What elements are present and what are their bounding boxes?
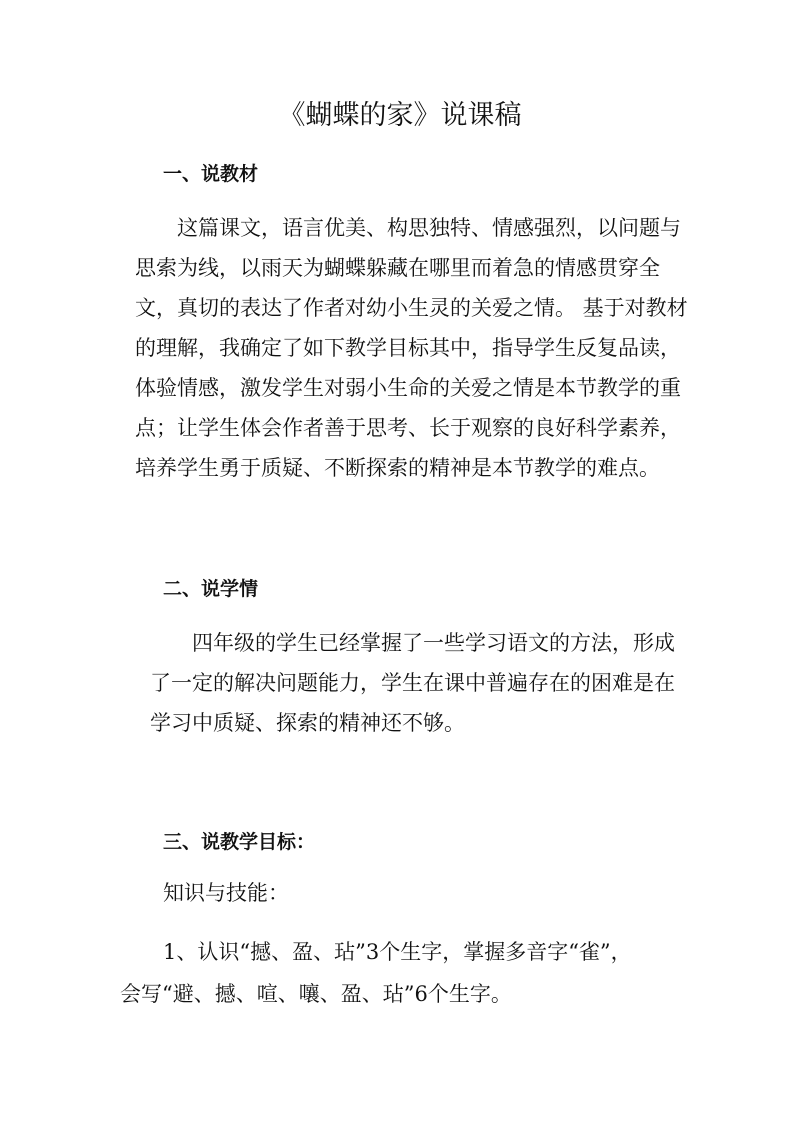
section-paragraph-textbook: 这篇课文，语言优美、构思独特、情感强烈，以问题与思索为线，以雨天为蝴蝶躲藏在哪里而着急的情感贯穿全文，真切的表达了作者对幼小生灵的关爱之情。 基于对教材的理解，我确定了如下教学目标其中，指导学生反复品读，体验情感，激发学生对弱小生命的关爱之情是本节教学的重点；让学生体会作者善于思考、长于观察的良好科学素养，培养学生勇于质疑、不断探索的精神是本节教学的难点。: [135, 216, 688, 480]
section-paragraph-learners: 四年级的学生已经掌握了一些学习语文的方法，形成了一定的解决问题能力，学生在课中普遍存在的困难是在学习中质疑、探索的精神还不够。: [150, 631, 675, 735]
objective-item-1-line-1: 1、认识“撼、盈、玷”3个生字，掌握多音字“雀”，: [163, 940, 632, 964]
section-heading-textbook: 一、说教材: [163, 163, 259, 185]
objective-item-1-line-2: 会写“避、撼、喧、嚷、盈、玷”6个生字。: [120, 982, 512, 1006]
objectives-subheading: 知识与技能：: [163, 881, 289, 905]
section-heading-objectives: 三、说教学目标：: [163, 831, 316, 853]
section-heading-learners: 二、说学情: [163, 578, 259, 600]
document-title: 《蝴蝶的家》说课稿: [278, 100, 522, 131]
